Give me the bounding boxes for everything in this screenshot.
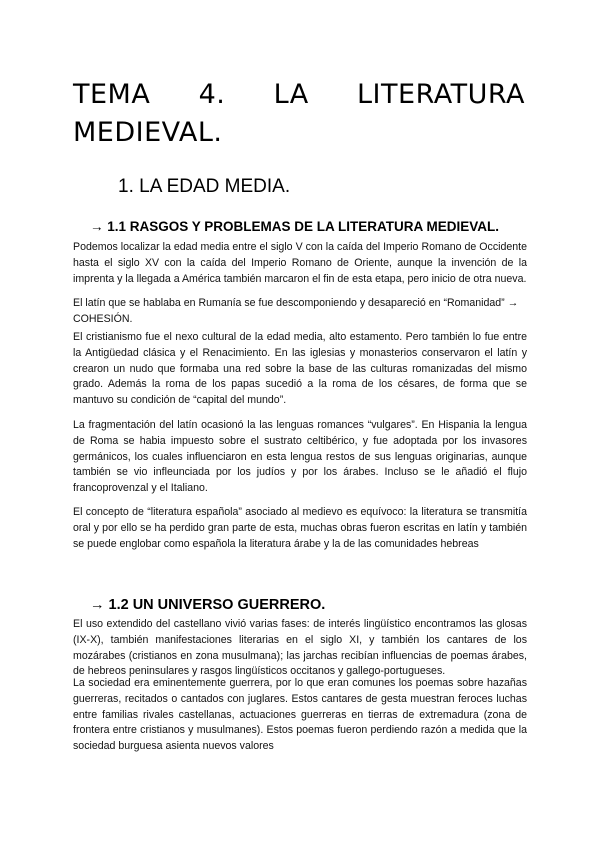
paragraph: La sociedad era eminentemente guerrera, por lo que eran comunes los poemas sobre hazañas guerreras, recitados o cantados con juglares. Estos cantares de gesta muestran feroces luchas entre familias rivales castellanas, actuaciones guerreras en tierras de extremadura (zona de frontera entre cristianos y musulmanes). Estos poemas fueron perdiendo razón a medida que la sociedad burguesa asienta nuevos valores bbox=[73, 677, 527, 753]
paragraph: La fragmentación del latín ocasionó la las lenguas romances “vulgares”. En Hispania la lengua de Roma se habia impuesto sobre el sustrato celtibérico, y fue adoptada por los invasores germánicos, los cuales influenciaron en esta lengua restos de sus lenguas originarias, aunque también se vio infleunciada por los judíos y por los árabes. Incluso se le añadió el flujo francoprovenzal y el Italiano. bbox=[73, 419, 527, 495]
document-title: TEMA 4. LA LITERATURA MEDIEVAL. bbox=[73, 79, 525, 148]
subsection-heading-universo-guerrero: → 1.2 UN UNIVERSO GUERRERO. bbox=[90, 597, 326, 613]
paragraph: El latín que se hablaba en Rumanía se fue descomponiendo y desapareció en “Romanidad” → COHESIÓN. bbox=[73, 297, 519, 325]
paragraph: Podemos localizar la edad media entre el siglo V con la caída del Imperio Romano de Occidente hasta el siglo XV con la caída del Imperio Romano de Oriente, aunque la invención de la imprenta y la llegada a América también marcaron el fin de esta etapa, pero inicio de otra nueva. bbox=[73, 241, 527, 285]
subsection-heading-rasgos: → 1.1 RASGOS Y PROBLEMAS DE LA LITERATURA MEDIEVAL. bbox=[90, 219, 500, 234]
section-heading-edad-media: 1. LA EDAD MEDIA. bbox=[118, 176, 291, 197]
paragraph: El concepto de “literatura española” asociado al medievo es equívoco: la literatura se transmitía oral y por ello se ha perdido gran parte de esta, muchas obras fueron escritas en latín y también se puede englobar como española la literatura árabe y la de las comunidades hebreas bbox=[73, 506, 527, 550]
paragraph: El cristianismo fue el nexo cultural de la edad media, alto estamento. Pero también lo fue entre la Antigüedad clásica y el Renacimiento. En las iglesias y monasterios conservaron el latín y crearon un nudo que formaba una red sobre la base de las culturas romanizadas del mismo grado. Además la roma de los papas sucedió a la roma de los césares, de forma que se mantuvo su condición de “capital del mundo”. bbox=[73, 331, 527, 407]
paragraph: El uso extendido del castellano vivió varias fases: de interés lingüístico encontramos las glosas (IX-X), también manifestaciones literarias en el siglo XI, y también los cantares de los mozárabes (cristianos en zona musulmana); las jarchas recibían influencias de poemas árabes, de hebreos peninsulares y rasgos lingüísticos occitanos y gallego-portugueses. bbox=[73, 618, 527, 678]
